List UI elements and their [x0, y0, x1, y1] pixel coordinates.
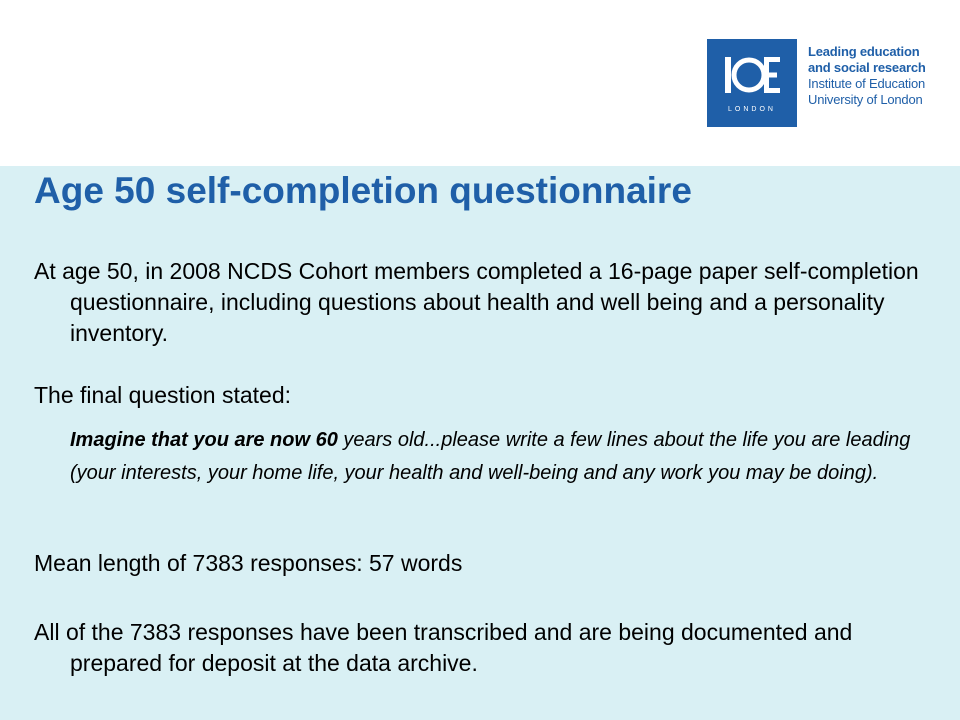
paragraph-transcribed: All of the 7383 responses have been transcribed and are being documented and prepared for deposit at the data archive.: [34, 619, 853, 676]
slide-header: [0, 0, 960, 166]
tagline-line-1: Leading education: [808, 44, 920, 59]
org-line-1: Institute of Education: [808, 76, 926, 91]
logo-tagline: [808, 44, 926, 108]
paragraph-intro: At age 50, in 2008 NCDS Cohort members completed a 16-page paper self-completion questionnaire, including questions about health and well being and a personality inventory.: [34, 258, 919, 346]
quote-rest-text: years old...please write a few lines about the life you are leading (your interests, your home life, your health and well-being and any work you may be doing).: [70, 429, 911, 484]
quote-bold-text: Imagine that you are now 60: [70, 429, 338, 451]
ioe-logo: [707, 39, 797, 127]
paragraph-mean-length: Mean length of 7383 responses: 57 words: [34, 550, 463, 576]
ioe-logo-mark: [707, 39, 797, 127]
question-quote: [70, 424, 930, 490]
slide-title: Age 50 self-completion questionnaire: [34, 170, 692, 211]
org-line-2: University of London: [808, 92, 923, 107]
paragraph-final-question: The final question stated:: [34, 382, 291, 408]
tagline-line-2: and social research: [808, 60, 926, 75]
logo-sub-text: LONDON: [728, 106, 776, 113]
